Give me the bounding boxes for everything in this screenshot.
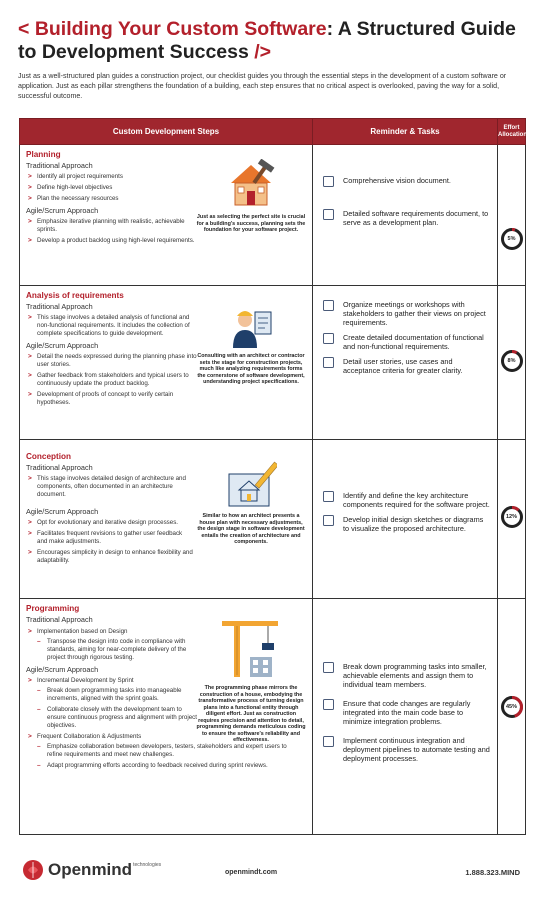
task-checkbox[interactable] <box>323 736 334 747</box>
list-item: > Define high-level objectives <box>28 184 198 192</box>
intro-paragraph: Just as a well-structured plan guides a construction project, our checklist guides you through the essential steps in the development of a custom software or application. Just as each pillar strengthens the foundation of a building, each step ensures that no critical aspect is overlooked, paving the way for a solid, successful outcome. <box>18 72 507 100</box>
task-text: Detail user stories, use cases and acceptance criteria for greater clarity. <box>343 357 463 375</box>
list-item: > Detail the needs expressed during the planning phase into user stories. <box>28 353 198 369</box>
traditional-label: Traditional Approach <box>26 302 93 311</box>
sub-list-item: – Emphasize collaboration between developers, testers, stakeholders and expert users to refine requirements and meet new challenges. <box>37 743 292 759</box>
list-item: > Identify all project requirements <box>28 173 198 181</box>
traditional-list <box>28 173 198 203</box>
task-text: Break down programming tasks into smaller, achievable elements and assign them to individual team members. <box>343 662 487 689</box>
task-checkbox[interactable] <box>323 662 334 673</box>
traditional-list <box>28 475 188 499</box>
task-text: Develop initial design sketches or diagrams to visualize the proposed architecture. <box>343 515 484 533</box>
list-item-text: Incremental Development by Sprint <box>37 677 134 684</box>
row-conception <box>20 440 526 599</box>
task-text: Organize meetings or workshops with stakeholders to gather their views on project requirements. <box>343 300 486 327</box>
title-main: Building Your Custom Software <box>34 18 327 40</box>
illustration-caption: Just as selecting the perfect site is crucial for a building's success, planning sets the foundation for your software project. <box>196 214 306 233</box>
task-item <box>323 209 491 227</box>
traditional-list <box>28 628 198 662</box>
house-hammer-icon <box>225 159 277 211</box>
row-analysis <box>20 286 526 440</box>
list-item: > Gather feedback from stakeholders and typical users to continuously update the product backlog. <box>28 372 198 388</box>
analysis-illustration <box>196 304 306 386</box>
task-checkbox[interactable] <box>323 699 334 710</box>
title-bracket-open: < <box>18 18 30 40</box>
col-header-steps: Custom Development Steps <box>20 119 313 145</box>
conception-tasks-cell <box>313 440 498 599</box>
planning-effort-cell <box>498 145 526 286</box>
list-item-text: Frequent Collaboration & Adjustments <box>37 733 142 740</box>
page-title <box>18 18 523 64</box>
conception-effort-cell <box>498 440 526 599</box>
crane-icon <box>220 617 282 679</box>
task-text: Comprehensive vision document. <box>343 176 451 185</box>
title-bracket-close: /> <box>254 41 272 63</box>
analysis-steps-cell <box>20 286 313 440</box>
traditional-label: Traditional Approach <box>26 615 93 624</box>
analysis-effort-cell <box>498 286 526 440</box>
list-item: > This stage involves a detailed analysis of functional and non-functional requirements. It includes the collection of complete specifications to guide development. <box>28 314 193 338</box>
illustration-caption: The programming phase mirrors the construction of a house, embodying the transformative process of turning design plans into a functional entity through diligent effort. Just as construction requires precision and attention to detail, programming demands meticulous coding to ensure the software's reliability and effectiveness. <box>196 685 306 743</box>
programming-steps-cell <box>20 599 313 835</box>
agile-label: Agile/Scrum Approach <box>26 507 99 516</box>
list-item: > Facilitates frequent revisions to gather user feedback and make adjustments. <box>28 530 193 546</box>
website-link[interactable]: openmindt.com <box>225 869 278 876</box>
title-rest: : A Structured Guide to Development Success <box>18 18 516 63</box>
sub-list-item: – Transpose the design into code in compliance with standards, aiming for near-complete delivery of the project through rigorous testing. <box>37 638 198 662</box>
list-item: > This stage involves detailed design of architecture and components, often documented in an architecture document. <box>28 475 188 499</box>
brand-subtitle: technologies <box>133 862 162 868</box>
programming-effort-cell <box>498 599 526 835</box>
task-item <box>323 300 491 327</box>
effort-percent: 45% <box>505 704 517 710</box>
task-item <box>323 491 491 509</box>
agile-list <box>28 353 198 407</box>
sub-list <box>37 687 198 730</box>
step-name: Planning <box>26 150 61 159</box>
checklist-table <box>19 118 526 835</box>
agile-list <box>28 519 193 565</box>
list-item: > Plan the necessary resources <box>28 195 198 203</box>
table-header-row <box>20 119 526 145</box>
sub-list <box>37 743 292 770</box>
task-item <box>323 736 491 763</box>
planning-illustration <box>196 159 306 234</box>
planning-steps-cell <box>20 145 313 286</box>
sub-list-item: – Collaborate closely with the development team to ensure continuous progress and alignment with project objectives. <box>37 706 198 730</box>
task-item <box>323 515 491 533</box>
row-programming <box>20 599 526 835</box>
task-text: Detailed software requirements document, to serve as a development plan. <box>343 209 489 227</box>
effort-percent: 5% <box>507 236 516 242</box>
architect-icon <box>227 304 275 350</box>
blueprint-icon <box>225 460 277 510</box>
list-item <box>28 628 198 662</box>
conception-steps-cell <box>20 440 313 599</box>
col-header-effort: Effort Allocation <box>498 119 526 145</box>
list-item: > Develop a product backlog using high-level requirements. <box>28 237 198 245</box>
agile-list <box>28 677 198 730</box>
effort-percent: 12% <box>505 514 517 520</box>
agile-label: Agile/Scrum Approach <box>26 665 99 674</box>
traditional-list <box>28 314 193 338</box>
agile-label: Agile/Scrum Approach <box>26 206 99 215</box>
task-item <box>323 699 491 726</box>
task-checkbox[interactable] <box>323 300 334 311</box>
task-item <box>323 357 491 375</box>
conception-illustration <box>196 460 306 546</box>
list-item-text: Implementation based on Design <box>37 628 128 635</box>
col-header-reminder: Reminder & Tasks <box>313 119 498 145</box>
list-item <box>28 677 198 730</box>
effort-percent: 8% <box>507 358 516 364</box>
sub-list-item: – Adapt programming efforts according to feedback received during sprint reviews. <box>37 762 292 770</box>
openmind-logo <box>22 859 161 881</box>
list-item: > Development of proofs of concept to verify certain hypotheses. <box>28 391 198 407</box>
effort-ring <box>500 695 524 719</box>
task-checkbox[interactable] <box>323 209 334 220</box>
task-item <box>323 333 491 351</box>
illustration-caption: Consulting with an architect or contractor sets the stage for construction projects, much like analyzing requirements forms the cornerstone of software development, understanding project specifications. <box>197 353 305 385</box>
task-checkbox[interactable] <box>323 333 334 344</box>
effort-ring <box>500 349 524 373</box>
task-checkbox[interactable] <box>323 176 334 187</box>
analysis-tasks-cell <box>313 286 498 440</box>
task-text: Create detailed documentation of functional and non-functional requirements. <box>343 333 484 351</box>
effort-ring <box>500 227 524 251</box>
programming-illustration <box>196 617 306 744</box>
task-checkbox[interactable] <box>323 515 334 526</box>
footer <box>0 857 540 887</box>
task-checkbox[interactable] <box>323 357 334 368</box>
step-name: Analysis of requirements <box>26 291 124 300</box>
task-text: Implement continuous integration and deployment pipelines to automate testing and deployment processes. <box>343 736 490 763</box>
traditional-label: Traditional Approach <box>26 463 93 472</box>
step-name: Programming <box>26 604 80 613</box>
phone-number[interactable]: 1.888.323.MIND <box>465 868 520 877</box>
list-item: > Encourages simplicity in design to enhance flexibility and adaptability. <box>28 549 193 565</box>
list-item: > Opt for evolutionary and iterative design processes. <box>28 519 193 527</box>
traditional-label: Traditional Approach <box>26 161 93 170</box>
step-name: Conception <box>26 452 72 461</box>
task-text: Identify and define the key architecture components required for the software project. <box>343 491 490 509</box>
programming-tasks-cell <box>313 599 498 835</box>
list-item: > Emphasize iterative planning with realistic, achievable sprints. <box>28 218 198 234</box>
effort-ring <box>500 505 524 529</box>
brain-logo-icon <box>22 859 44 881</box>
sub-list-item: – Break down programming tasks into manageable increments, aligned with the sprint goals. <box>37 687 198 703</box>
task-text: Ensure that code changes are regularly integrated into the main code base to minimize integration problems. <box>343 699 471 726</box>
row-planning <box>20 145 526 286</box>
agile-list <box>28 218 198 245</box>
illustration-caption: Similar to how an architect presents a house plan with necessary adjustments, the design stage in software development entails the creation of architecture and components. <box>197 513 305 545</box>
planning-tasks-cell <box>313 145 498 286</box>
brand-name: Openmind <box>48 860 133 879</box>
sub-list <box>37 638 198 662</box>
task-item <box>323 176 491 187</box>
task-item <box>323 662 491 689</box>
agile-label: Agile/Scrum Approach <box>26 341 99 350</box>
task-checkbox[interactable] <box>323 491 334 502</box>
